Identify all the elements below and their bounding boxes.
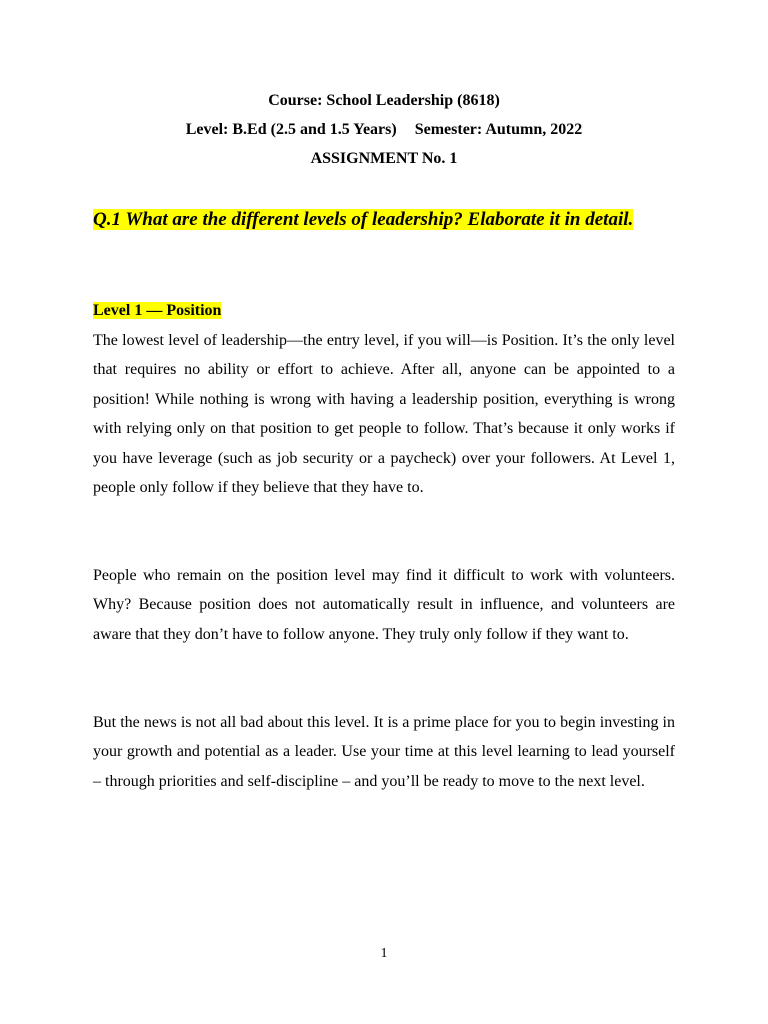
course-title: Course: School Leadership (8618)	[268, 92, 500, 109]
paragraph: The lowest level of leadership—the entry level, if you will—is Position. It’s the only level that requires no ability or effort to achieve. After all, anyone can be appointed to a position! While nothing is wrong with having a leadership position, everything is wrong with relying only on that position to get people to follow. That’s because it only works if you have leverage (such as job security or a paycheck) over your followers. At Level 1, people only follow if they believe that they have to.	[93, 332, 675, 497]
page-number: 1	[380, 946, 388, 961]
question-heading	[93, 203, 675, 237]
assignment-header	[0, 86, 768, 173]
assignment-number: ASSIGNMENT No. 1	[310, 150, 458, 167]
level-info: Level: B.Ed (2.5 and 1.5 Years)	[185, 121, 397, 138]
section-heading	[93, 298, 221, 324]
semester-info: Semester: Autumn, 2022	[414, 121, 583, 138]
level-semester-line	[0, 115, 768, 144]
paragraph: People who remain on the position level may find it difficult to work with volunteers. Why? Because position does not automatically result in influence, and volunteers are aware that they don’t have to follow anyone. They truly only follow if they want to.	[93, 567, 675, 643]
question-text: Q.1 What are the different levels of leadership? Elaborate it in detail.	[93, 209, 634, 230]
section-heading-text: Level 1 — Position	[93, 302, 222, 319]
paragraph: But the news is not all bad about this level. It is a prime place for you to begin investing in your growth and potential as a leader. Use your time at this level learning to lead yourself – through priorities and self-discipline – and you’ll be ready to move to the next level.	[93, 714, 675, 790]
